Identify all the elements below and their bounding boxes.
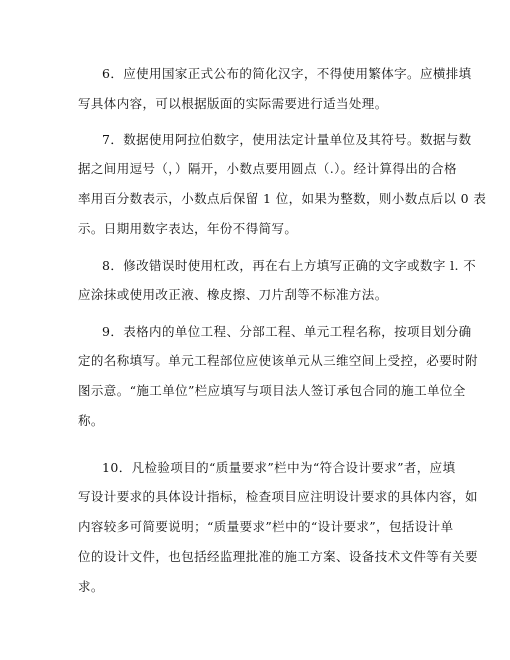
text-line: 位的设计文件，也包括经监理批准的施工方案、设备技术文件等有关要 [78, 549, 478, 564]
text-line: 10．凡检验项目的“质量要求”栏中为“符合设计要求”者，应填 [102, 460, 456, 475]
text-line: 8．修改错误时使用杠改，再在右上方填写正确的文字或数字 l. 不 [102, 258, 477, 273]
text-line: 写具体内容，可以根据版面的实际需要进行适当处理。 [78, 96, 388, 111]
text-line: 内容较多可简要说明；“质量要求”栏中的“设计要求”，包括设计单 [78, 519, 454, 534]
text-line: 9．表格内的单位工程、分部工程、单元工程名称，按项目划分确 [102, 324, 472, 339]
text-line: 6．应使用国家正式公布的简化汉字，不得使用繁体字。应横排填 [102, 66, 472, 81]
text-line: 写设计要求的具体设计指标，检查项目应注明设计要求的具体内容，如 [78, 489, 478, 504]
text-line: 7．数据使用阿拉伯数字，使用法定计量单位及其符号。数据与数 [102, 132, 472, 147]
text-line: 应涂抹或使用改正液、橡皮擦、刀片刮等不标准方法。 [78, 287, 388, 302]
text-line: 称。 [78, 413, 104, 428]
text-line: 求。 [78, 579, 104, 594]
text-line: 示。日期用数字表达，年份不得简写。 [78, 221, 298, 236]
text-line: 据之间用逗号（，）隔开，小数点要用圆点（.）。经计算得出的合格 [78, 161, 457, 176]
text-line: 定的名称填写。单元工程部位应使该单元从三维空间上受控，必要时附 [78, 353, 478, 368]
text-line: 图示意。“施工单位”栏应填写与项目法人签订承包合同的施工单位全 [78, 383, 466, 398]
text-line: 率用百分数表示，小数点后保留 1 位，如果为整数，则小数点后以 0 表 [78, 191, 487, 206]
